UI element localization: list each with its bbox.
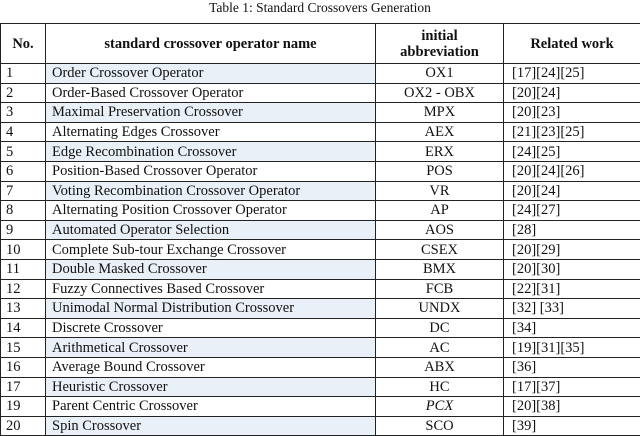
abbreviation: DC (376, 318, 504, 338)
row-number: 11 (1, 259, 46, 279)
abbreviation: BMX (376, 259, 504, 279)
row-number: 8 (1, 201, 46, 221)
table-row (1, 240, 640, 260)
abbreviation: PCX (376, 397, 504, 417)
abbreviation: POS (376, 161, 504, 181)
operator-name: Heuristic Crossover (46, 377, 376, 397)
abbreviation: SCO (376, 416, 504, 436)
related-work: [20][38] (504, 397, 640, 417)
row-number: 14 (1, 318, 46, 338)
abbreviation: AP (376, 201, 504, 221)
operator-name: Fuzzy Connectives Based Crossover (46, 279, 376, 299)
row-number: 6 (1, 161, 46, 181)
table-row (1, 259, 640, 279)
row-number: 16 (1, 357, 46, 377)
crossover-table (0, 23, 640, 436)
operator-name: Discrete Crossover (46, 318, 376, 338)
related-work: [20][23] (504, 103, 640, 123)
row-number: 2 (1, 83, 46, 103)
operator-name: Parent Centric Crossover (46, 397, 376, 417)
row-number: 20 (1, 416, 46, 436)
header-abbreviation-line2: abbreviation (376, 44, 503, 60)
related-work: [24][27] (504, 201, 640, 221)
abbreviation: ABX (376, 357, 504, 377)
row-number: 15 (1, 338, 46, 358)
abbreviation: OX1 (376, 64, 504, 84)
related-work: [39] (504, 416, 640, 436)
abbreviation: HC (376, 377, 504, 397)
row-number: 4 (1, 122, 46, 142)
operator-name: Average Bound Crossover (46, 357, 376, 377)
operator-name: Position-Based Crossover Operator (46, 161, 376, 181)
table-row (1, 122, 640, 142)
row-number: 17 (1, 377, 46, 397)
table-row (1, 161, 640, 181)
operator-name: Order-Based Crossover Operator (46, 83, 376, 103)
related-work: [28] (504, 220, 640, 240)
related-work: [17][24][25] (504, 64, 640, 84)
table-row (1, 357, 640, 377)
abbreviation: OX2 - OBX (376, 83, 504, 103)
row-number: 5 (1, 142, 46, 162)
related-work: [34] (504, 318, 640, 338)
table-row (1, 64, 640, 84)
row-number: 13 (1, 299, 46, 319)
table-row (1, 397, 640, 417)
table-row (1, 299, 640, 319)
abbreviation: AC (376, 338, 504, 358)
abbreviation: AOS (376, 220, 504, 240)
table-row (1, 279, 640, 299)
abbreviation: VR (376, 181, 504, 201)
table-row (1, 201, 640, 221)
table-row (1, 83, 640, 103)
row-number: 1 (1, 64, 46, 84)
related-work: [36] (504, 357, 640, 377)
header-abbreviation-line1: initial (376, 28, 503, 44)
operator-name: Edge Recombination Crossover (46, 142, 376, 162)
operator-name: Maximal Preservation Crossover (46, 103, 376, 123)
related-work: [20][29] (504, 240, 640, 260)
table-body (1, 64, 640, 436)
abbreviation: UNDX (376, 299, 504, 319)
table-row (1, 318, 640, 338)
operator-name: Order Crossover Operator (46, 64, 376, 84)
related-work: [32] [33] (504, 299, 640, 319)
row-number: 19 (1, 397, 46, 417)
abbreviation: ERX (376, 142, 504, 162)
related-work: [21][23][25] (504, 122, 640, 142)
operator-name: Unimodal Normal Distribution Crossover (46, 299, 376, 319)
related-work: [20][30] (504, 259, 640, 279)
operator-name: Arithmetical Crossover (46, 338, 376, 358)
row-number: 10 (1, 240, 46, 260)
abbreviation: MPX (376, 103, 504, 123)
operator-name: Complete Sub-tour Exchange Crossover (46, 240, 376, 260)
table-row (1, 142, 640, 162)
operator-name: Double Masked Crossover (46, 259, 376, 279)
abbreviation: FCB (376, 279, 504, 299)
table-row (1, 377, 640, 397)
related-work: [17][37] (504, 377, 640, 397)
operator-name: Alternating Position Crossover Operator (46, 201, 376, 221)
header-name: standard crossover operator name (46, 24, 376, 64)
row-number: 3 (1, 103, 46, 123)
header-no: No. (1, 24, 46, 64)
abbreviation: AEX (376, 122, 504, 142)
related-work: [20][24] (504, 83, 640, 103)
table-row (1, 103, 640, 123)
operator-name: Voting Recombination Crossover Operator (46, 181, 376, 201)
table-header-row (1, 24, 640, 64)
related-work: [22][31] (504, 279, 640, 299)
related-work: [20][24][26] (504, 161, 640, 181)
operator-name: Alternating Edges Crossover (46, 122, 376, 142)
table-row (1, 338, 640, 358)
table-row (1, 181, 640, 201)
row-number: 7 (1, 181, 46, 201)
operator-name: Spin Crossover (46, 416, 376, 436)
header-abbreviation (376, 24, 504, 64)
related-work: [19][31][35] (504, 338, 640, 358)
abbreviation: CSEX (376, 240, 504, 260)
header-related-work: Related work (504, 24, 640, 64)
table-caption: Table 1: Standard Crossovers Generation (0, 0, 640, 15)
operator-name: Automated Operator Selection (46, 220, 376, 240)
row-number: 12 (1, 279, 46, 299)
table-row (1, 220, 640, 240)
related-work: [20][24] (504, 181, 640, 201)
related-work: [24][25] (504, 142, 640, 162)
row-number: 9 (1, 220, 46, 240)
